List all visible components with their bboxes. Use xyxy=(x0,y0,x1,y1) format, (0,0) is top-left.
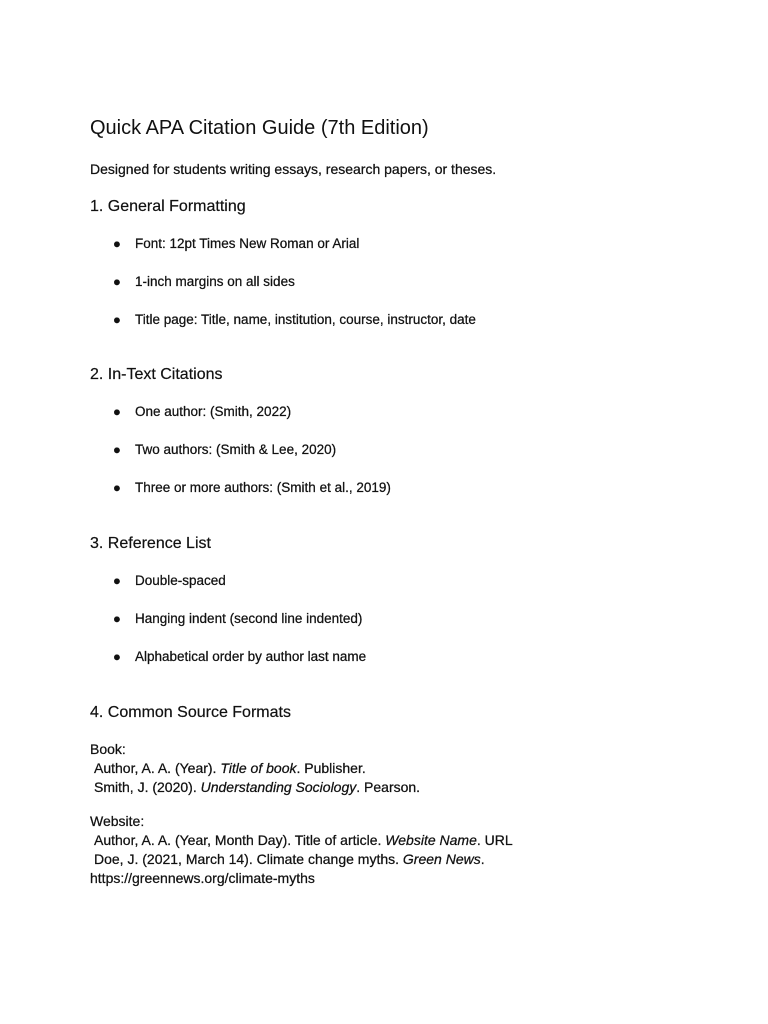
website-example-line xyxy=(90,850,513,869)
section-heading-common-source-formats: 4. Common Source Formats xyxy=(90,704,291,721)
bullet-icon: ● xyxy=(113,573,121,588)
book-format-line xyxy=(90,759,420,778)
book-source-block xyxy=(90,740,420,797)
bullet-icon: ● xyxy=(113,274,121,289)
list-item-text: Double-spaced xyxy=(135,573,226,588)
website-example-text: Doe, J. (2021, March 14). Climate change myths. xyxy=(94,851,403,867)
document-subtitle: Designed for students writing essays, research papers, or theses. xyxy=(90,161,497,177)
bullet-icon: ● xyxy=(113,611,121,626)
website-format-text-end: . URL xyxy=(476,832,513,848)
website-label: Website: xyxy=(90,813,145,829)
section-heading-reference-list: 3. Reference List xyxy=(90,535,211,552)
list-item-text: 1-inch margins on all sides xyxy=(135,274,295,289)
book-example-text: Smith, J. (2020). xyxy=(94,779,201,795)
book-format-text-end: . Publisher. xyxy=(296,760,366,776)
website-source-block xyxy=(90,812,513,888)
section-heading-general-formatting: 1. General Formatting xyxy=(90,198,246,215)
list-item-text: Hanging indent (second line indented) xyxy=(135,611,363,626)
bullet-icon: ● xyxy=(113,649,121,664)
book-example-line xyxy=(90,778,420,797)
list-item-text: Title page: Title, name, institution, course, instructor, date xyxy=(135,312,476,327)
website-format-text: Author, A. A. (Year, Month Day). Title of article. xyxy=(94,832,386,848)
book-label: Book: xyxy=(90,741,126,757)
book-format-title: Title of book xyxy=(220,760,297,776)
bullet-icon: ● xyxy=(113,480,121,495)
section-heading-in-text-citations: 2. In-Text Citations xyxy=(90,366,223,383)
website-example-text-end: . xyxy=(480,851,485,867)
list-item-text: Alphabetical order by author last name xyxy=(135,649,367,664)
list-item-text: Two authors: (Smith & Lee, 2020) xyxy=(135,442,337,457)
website-example-url: https://greennews.org/climate-myths xyxy=(90,870,315,886)
bullet-icon: ● xyxy=(113,404,121,419)
book-example-title: Understanding Sociology xyxy=(200,779,357,795)
website-format-line xyxy=(90,831,513,850)
list-item-text: Three or more authors: (Smith et al., 2019) xyxy=(135,480,391,495)
bullet-icon: ● xyxy=(113,442,121,457)
book-example-text-end: . Pearson. xyxy=(356,779,421,795)
bullet-icon: ● xyxy=(113,236,121,251)
book-format-text: Author, A. A. (Year). xyxy=(94,760,221,776)
website-format-name: Website Name xyxy=(385,832,477,848)
list-item-text: One author: (Smith, 2022) xyxy=(135,404,292,419)
website-example-name: Green News xyxy=(402,851,481,867)
list-item-text: Font: 12pt Times New Roman or Arial xyxy=(135,236,360,251)
document-title: Quick APA Citation Guide (7th Edition) xyxy=(90,117,429,139)
bullet-icon: ● xyxy=(113,312,121,327)
